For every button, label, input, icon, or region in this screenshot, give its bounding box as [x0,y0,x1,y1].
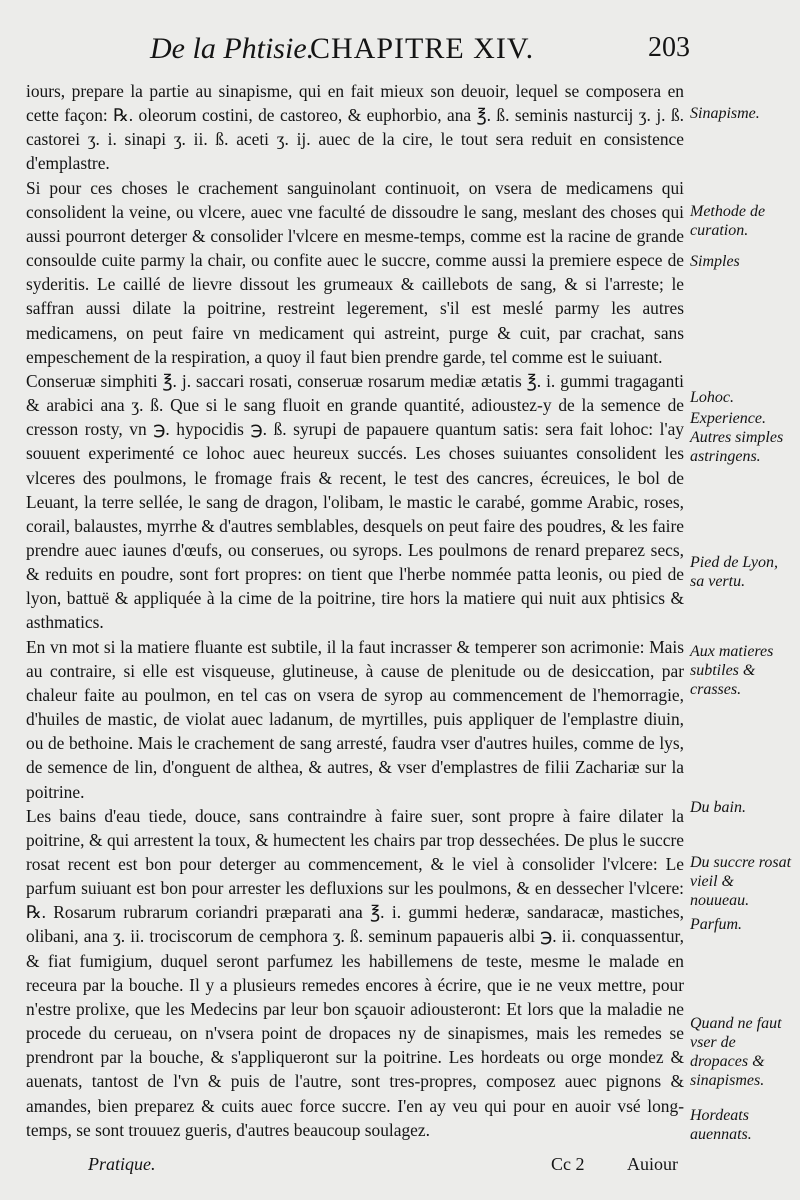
page-header [150,28,690,72]
page-number: 203 [648,32,690,63]
paragraph-3: Conseruæ simphiti ℥. j. saccari rosati, conseruæ rosarum mediæ ætatis ℥. i. gummi tragaganti & arabici ana ʒ. ß. Que si le sang fluoit en grande quantité, adioustez-y de la semence de cresson rosty, vn ℈. hypocidis ℈. ß. syrupi de papauere quantum satis: sera fait lohoc: l'ay souuent experimenté ce lohoc auec heureux succés. Les choses suiuantes consolident les vlceres des poulmons, le fromage frais & recent, le test des cancres, écreuices, le bol de Leuant, la terre sellée, le sang de dragon, l'olibam, le mastic le carabé, gomme Arabic, roses, corail, balaustes, myrrhe & d'autres semblables, desquels on peut faire des poudres, & les faire prendre auec iaunes d'œufs, ou conserues, ou syrops. Les poulmons de renard preparez secs, & reduits en poudre, sont fort propres: on tient que l'herbe nommée patta leonis, ou pied de lyon, battuë & appliquée à la cime de la poitrine, tire hors la matiere qui nuit aux phtisics & asthmatics. [26,370,684,633]
paragraph-5: Les bains d'eau tiede, douce, sans contraindre à faire suer, sont propre à faire dilater la poitrine, & qui arrestent la toux, & humectent les chairs par trop dessechées. De plus le succre rosat recent est bon pour deterger au commencement, & le viel à consolider l'vlcere: Le parfum suiuant est bon pour arrester les defluxions sur les poulmons, & en dessecher l'vlcere: ℞. Rosarum rubrarum coriandri præparati ana ℥. i. gummi hederæ, sandaracæ, mastiches, olibani, ana ʒ. ii. trociscorum de cemphora ʒ. ß. seminum papaueris albi ℈. ii. conquassentur, & fiat fumigium, duquel seront parfumez les habillemens de teste, mesme le malade en receura par la bouche. Il y a plusieurs remedes encores à écrire, que ie ne veux mettre, pour n'estre prolixe, que les Medecins par leur bon sçauoir adiousteront: Et lors que la maladie ne procede du cerueau, on n'vsera point de dropaces ny de sinapismes, mais les remedes se prendront par la bouche, & s'appliqueront sur la poitrine. Les hordeats ou orge mondez & auenats, tantost de l'vn & puis de l'autre, sont tres-propres, composez auec pignons & amandes, bien preparez & cuits auec force succre. I'en ay veu qui pour en auoir vsé long-temps, se sont trouuez gueris, d'autres beaucoup soulagez. [26,805,684,1140]
body-text [26,79,684,1142]
margin-note-pied-de-lyon: Pied de Lyon, sa vertu. [690,554,778,590]
margin-note-succre-rosat: Du succre rosat vieil & nouueau. [690,854,792,909]
signature-mark: Cc 2 [551,1154,585,1174]
paragraph-4: En vn mot si la matiere fluante est subtile, il la faut incrasser & temperer son acrimonie: Mais au contraire, si elle est visqueuse, glutineuse, à cause de plenitude ou de desiccation, par chaleur faite au poulmon, en tel cas on vsera de syrop au commencement de l'hemorragie, d'huiles de mastic, de violat auec ladanum, de myrtilles, puis appliquer de l'emplastre diuin, ou de bethoine. Mais le crachement de sang arresté, faudra vser d'autres huiles, comme de lys, de semence de lin, d'onguent de althea, & autres, & vser d'emplastres de filii Zachariæ sur la poitrine. [26,636,684,802]
margin-note-simples: Simples [690,253,740,270]
margin-note-dropaces: Quand ne faut vser de dropaces & sinapismes. [690,1015,782,1089]
catchword-right: Auiour [627,1154,678,1174]
paragraph-2: Si pour ces choses le crachement sanguinolant continuoit, on vsera de medicamens qui consolident la veine, ou vlcere, auec vne faculté de dissoudre le sang, meslant des choses qui aussi pourront deterger & consolider l'vlcere en mesme-temps, comme est la racine de grande consoulde cuite parmy la chair, ou confite auec le succre, comme aussi la premiere espece de syderitis. Le caillé de lievre dissout les grumeaux & caillebots de sang, & si l'arreste; le saffran aussi dilate la poitrine, restreint legerement, s'il est meslé parmy les autres medicamens, on peut faire vn medicament qui astreint, purge & cuit, par crachat, sans empeschement de la respiration, a quoy il faut bien prendre garde, tel comme est le suiuant. [26,177,684,367]
chapter-heading: CHAPITRE XIV. [310,32,535,65]
margin-note-parfum: Parfum. [690,916,742,933]
margin-note-bain: Du bain. [690,799,746,816]
margin-note-matieres: Aux matieres subtiles & crasses. [690,643,774,698]
margin-note-hordeats: Hordeats auennats. [690,1107,752,1143]
margin-note-methode: Methode de curation. [690,203,766,239]
margin-note-sinapisme: Sinapisme. [690,105,760,122]
margin-note-lohoc: Lohoc. [690,389,734,406]
page-footer [0,1148,800,1188]
margin-note-experience: Experience. [690,410,766,427]
running-title: De la Phtisie. [150,32,315,65]
paragraph-1: iours, prepare la partie au sinapisme, qui en fait mieux son deuoir, lequel se composera en cette façon: ℞. oleorum costini, de castoreo, & euphorbio, ana ℥. ß. seminis nasturcij ʒ. j. ß. castorei ʒ. i. sinapi ʒ. ii. ß. aceti ʒ. ij. auec de la cire, le tout sera reduit en consistence d'emplastre. [26,81,684,174]
catchword-left: Pratique. [88,1154,156,1174]
margin-note-astringens: Autres simples astringens. [690,429,784,465]
